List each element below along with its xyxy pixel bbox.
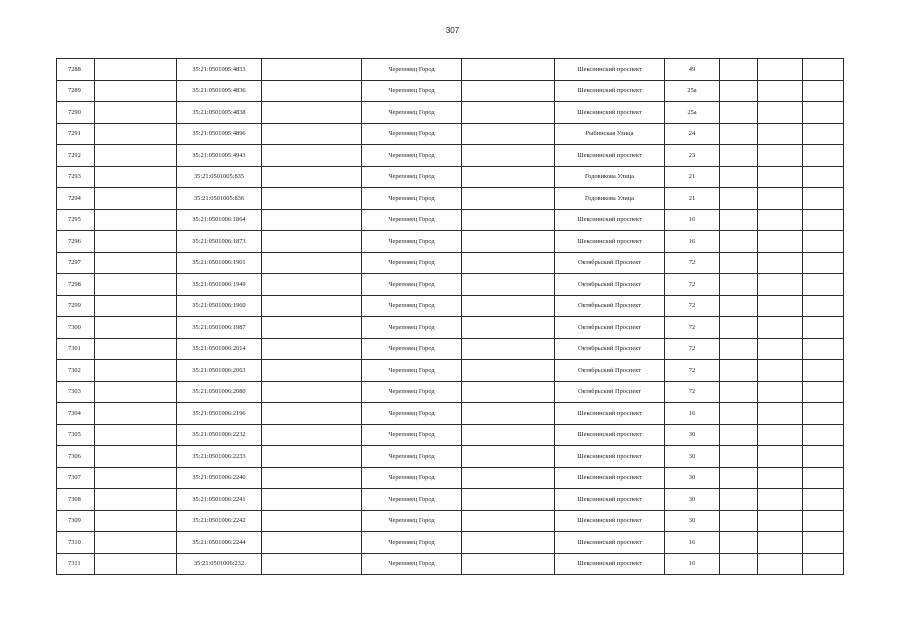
table-row [57, 467, 844, 489]
empty-cell [803, 532, 844, 554]
empty-cell [95, 80, 177, 102]
empty-cell [803, 166, 844, 188]
empty-cell [262, 532, 362, 554]
empty-cell [758, 231, 803, 253]
table-row [57, 446, 844, 468]
record-number-cell: 7293 [57, 166, 95, 188]
empty-cell [95, 188, 177, 210]
city-cell: Череповец Город [362, 532, 462, 554]
house-number-cell: 72 [665, 252, 720, 274]
empty-cell [462, 145, 555, 167]
empty-cell [720, 166, 758, 188]
empty-cell [95, 424, 177, 446]
street-cell: Шекснинский проспект [555, 59, 665, 81]
empty-cell [262, 59, 362, 81]
table-row [57, 102, 844, 124]
empty-cell [95, 489, 177, 511]
house-number-cell: 72 [665, 338, 720, 360]
record-number-cell: 7297 [57, 252, 95, 274]
city-cell: Череповец Город [362, 424, 462, 446]
cadastral-number-cell: 35:21:0501006:1873 [177, 231, 262, 253]
empty-cell [720, 424, 758, 446]
city-cell: Череповец Город [362, 102, 462, 124]
table-row [57, 188, 844, 210]
empty-cell [262, 510, 362, 532]
record-number-cell: 7290 [57, 102, 95, 124]
street-cell: Октябрьский Проспект [555, 295, 665, 317]
registry-rows [57, 59, 844, 575]
cadastral-number-cell: 35:21:0501005:4836 [177, 80, 262, 102]
street-cell: Годовикова Улица [555, 166, 665, 188]
house-number-cell: 30 [665, 467, 720, 489]
empty-cell [95, 231, 177, 253]
house-number-cell: 72 [665, 381, 720, 403]
table-row [57, 231, 844, 253]
city-cell: Череповец Город [362, 338, 462, 360]
empty-cell [95, 360, 177, 382]
street-cell: Октябрьский Проспект [555, 338, 665, 360]
street-cell: Шекснинский проспект [555, 467, 665, 489]
empty-cell [462, 446, 555, 468]
empty-cell [462, 123, 555, 145]
table-row [57, 123, 844, 145]
empty-cell [758, 209, 803, 231]
registry-table [56, 58, 844, 575]
empty-cell [803, 510, 844, 532]
empty-cell [758, 145, 803, 167]
city-cell: Череповец Город [362, 553, 462, 575]
empty-cell [720, 123, 758, 145]
empty-cell [758, 295, 803, 317]
empty-cell [462, 510, 555, 532]
street-cell: Октябрьский Проспект [555, 360, 665, 382]
empty-cell [720, 274, 758, 296]
empty-cell [720, 553, 758, 575]
street-cell: Октябрьский Проспект [555, 317, 665, 339]
empty-cell [803, 446, 844, 468]
cadastral-number-cell: 35:21:0501006:2232 [177, 424, 262, 446]
empty-cell [803, 295, 844, 317]
empty-cell [462, 467, 555, 489]
empty-cell [262, 424, 362, 446]
table-row [57, 553, 844, 575]
empty-cell [95, 102, 177, 124]
empty-cell [262, 145, 362, 167]
empty-cell [462, 59, 555, 81]
table-row [57, 295, 844, 317]
empty-cell [803, 102, 844, 124]
empty-cell [758, 252, 803, 274]
house-number-cell: 30 [665, 446, 720, 468]
empty-cell [720, 338, 758, 360]
city-cell: Череповец Город [362, 59, 462, 81]
empty-cell [803, 381, 844, 403]
empty-cell [262, 338, 362, 360]
empty-cell [95, 381, 177, 403]
street-cell: Шекснинский проспект [555, 145, 665, 167]
empty-cell [720, 403, 758, 425]
house-number-cell: 21 [665, 188, 720, 210]
cadastral-number-cell: 35:21:0501006:1960 [177, 295, 262, 317]
table-row [57, 532, 844, 554]
street-cell: Октябрьский Проспект [555, 252, 665, 274]
empty-cell [758, 102, 803, 124]
empty-cell [720, 467, 758, 489]
empty-cell [95, 209, 177, 231]
empty-cell [462, 295, 555, 317]
empty-cell [462, 166, 555, 188]
city-cell: Череповец Город [362, 360, 462, 382]
record-number-cell: 7289 [57, 80, 95, 102]
empty-cell [758, 338, 803, 360]
empty-cell [758, 532, 803, 554]
empty-cell [803, 467, 844, 489]
empty-cell [720, 532, 758, 554]
empty-cell [262, 231, 362, 253]
empty-cell [95, 553, 177, 575]
table-row [57, 317, 844, 339]
house-number-cell: 30 [665, 489, 720, 511]
empty-cell [462, 338, 555, 360]
empty-cell [720, 252, 758, 274]
city-cell: Череповец Город [362, 274, 462, 296]
table-row [57, 403, 844, 425]
cadastral-number-cell: 35:21:0501006:2241 [177, 489, 262, 511]
house-number-cell: 72 [665, 274, 720, 296]
cadastral-number-cell: 35:21:0501005:4943 [177, 145, 262, 167]
house-number-cell: 72 [665, 295, 720, 317]
house-number-cell: 30 [665, 424, 720, 446]
empty-cell [720, 80, 758, 102]
cadastral-number-cell: 35:21:0501006:1864 [177, 209, 262, 231]
empty-cell [462, 252, 555, 274]
cadastral-number-cell: 35:21:0501006:2196 [177, 403, 262, 425]
city-cell: Череповец Город [362, 209, 462, 231]
street-cell: Шекснинский проспект [555, 510, 665, 532]
table-row [57, 59, 844, 81]
empty-cell [803, 553, 844, 575]
empty-cell [758, 80, 803, 102]
record-number-cell: 7304 [57, 403, 95, 425]
cadastral-number-cell: 35:21:0501006:232 [177, 553, 262, 575]
empty-cell [720, 188, 758, 210]
empty-cell [95, 403, 177, 425]
empty-cell [462, 403, 555, 425]
empty-cell [462, 274, 555, 296]
empty-cell [462, 424, 555, 446]
city-cell: Череповец Город [362, 295, 462, 317]
cadastral-number-cell: 35:21:0501005:835 [177, 166, 262, 188]
record-number-cell: 7301 [57, 338, 95, 360]
empty-cell [262, 80, 362, 102]
empty-cell [462, 489, 555, 511]
empty-cell [462, 553, 555, 575]
record-number-cell: 7305 [57, 424, 95, 446]
empty-cell [758, 360, 803, 382]
cadastral-number-cell: 35:21:0501006:1987 [177, 317, 262, 339]
street-cell: Шекснинский проспект [555, 489, 665, 511]
empty-cell [462, 532, 555, 554]
empty-cell [803, 489, 844, 511]
cadastral-number-cell: 35:21:0501006:2233 [177, 446, 262, 468]
city-cell: Череповец Город [362, 510, 462, 532]
empty-cell [462, 317, 555, 339]
empty-cell [758, 403, 803, 425]
cadastral-number-cell: 35:21:0501005:836 [177, 188, 262, 210]
empty-cell [758, 553, 803, 575]
empty-cell [462, 360, 555, 382]
empty-cell [758, 510, 803, 532]
empty-cell [262, 317, 362, 339]
street-cell: Шекснинский проспект [555, 80, 665, 102]
cadastral-number-cell: 35:21:0501006:2242 [177, 510, 262, 532]
house-number-cell: 72 [665, 317, 720, 339]
record-number-cell: 7296 [57, 231, 95, 253]
house-number-cell: 25а [665, 80, 720, 102]
empty-cell [262, 381, 362, 403]
table-row [57, 381, 844, 403]
empty-cell [462, 231, 555, 253]
empty-cell [262, 295, 362, 317]
empty-cell [95, 295, 177, 317]
record-number-cell: 7310 [57, 532, 95, 554]
record-number-cell: 7306 [57, 446, 95, 468]
city-cell: Череповец Город [362, 188, 462, 210]
table-row [57, 489, 844, 511]
empty-cell [720, 59, 758, 81]
city-cell: Череповец Город [362, 252, 462, 274]
empty-cell [803, 188, 844, 210]
empty-cell [262, 467, 362, 489]
empty-cell [758, 274, 803, 296]
empty-cell [95, 338, 177, 360]
empty-cell [262, 166, 362, 188]
empty-cell [462, 188, 555, 210]
house-number-cell: 23 [665, 145, 720, 167]
empty-cell [758, 424, 803, 446]
empty-cell [95, 123, 177, 145]
empty-cell [803, 338, 844, 360]
cadastral-number-cell: 35:21:0501006:2240 [177, 467, 262, 489]
table-row [57, 252, 844, 274]
record-number-cell: 7300 [57, 317, 95, 339]
cadastral-number-cell: 35:21:0501005:4833 [177, 59, 262, 81]
empty-cell [262, 360, 362, 382]
house-number-cell: 72 [665, 360, 720, 382]
street-cell: Шекснинский проспект [555, 102, 665, 124]
empty-cell [262, 274, 362, 296]
empty-cell [262, 252, 362, 274]
record-number-cell: 7288 [57, 59, 95, 81]
record-number-cell: 7299 [57, 295, 95, 317]
table-row [57, 360, 844, 382]
empty-cell [262, 123, 362, 145]
empty-cell [758, 188, 803, 210]
cadastral-number-cell: 35:21:0501006:1949 [177, 274, 262, 296]
record-number-cell: 7291 [57, 123, 95, 145]
empty-cell [262, 446, 362, 468]
empty-cell [803, 360, 844, 382]
record-number-cell: 7303 [57, 381, 95, 403]
empty-cell [803, 80, 844, 102]
street-cell: Октябрьский Проспект [555, 381, 665, 403]
street-cell: Шекснинский проспект [555, 553, 665, 575]
street-cell: Шекснинский проспект [555, 209, 665, 231]
cadastral-number-cell: 35:21:0501005:4838 [177, 102, 262, 124]
empty-cell [262, 489, 362, 511]
cadastral-number-cell: 35:21:0501005:4896 [177, 123, 262, 145]
street-cell: Октябрьский Проспект [555, 274, 665, 296]
empty-cell [95, 252, 177, 274]
cadastral-number-cell: 35:21:0501006:2063 [177, 360, 262, 382]
record-number-cell: 7309 [57, 510, 95, 532]
city-cell: Череповец Город [362, 317, 462, 339]
empty-cell [720, 295, 758, 317]
empty-cell [720, 510, 758, 532]
street-cell: Шекснинский проспект [555, 424, 665, 446]
house-number-cell: 21 [665, 166, 720, 188]
city-cell: Череповец Город [362, 231, 462, 253]
empty-cell [720, 209, 758, 231]
street-cell: Шекснинский проспект [555, 403, 665, 425]
city-cell: Череповец Город [362, 381, 462, 403]
house-number-cell: 16 [665, 403, 720, 425]
empty-cell [803, 403, 844, 425]
empty-cell [720, 381, 758, 403]
record-number-cell: 7295 [57, 209, 95, 231]
empty-cell [262, 102, 362, 124]
empty-cell [758, 59, 803, 81]
city-cell: Череповец Город [362, 467, 462, 489]
empty-cell [803, 59, 844, 81]
empty-cell [803, 123, 844, 145]
city-cell: Череповец Город [362, 403, 462, 425]
empty-cell [720, 360, 758, 382]
record-number-cell: 7292 [57, 145, 95, 167]
empty-cell [803, 252, 844, 274]
empty-cell [95, 145, 177, 167]
empty-cell [803, 145, 844, 167]
house-number-cell: 49 [665, 59, 720, 81]
record-number-cell: 7307 [57, 467, 95, 489]
empty-cell [95, 59, 177, 81]
empty-cell [758, 381, 803, 403]
empty-cell [95, 274, 177, 296]
empty-cell [462, 209, 555, 231]
house-number-cell: 24 [665, 123, 720, 145]
table-row [57, 424, 844, 446]
cadastral-number-cell: 35:21:0501006:2244 [177, 532, 262, 554]
empty-cell [803, 274, 844, 296]
empty-cell [803, 424, 844, 446]
empty-cell [758, 317, 803, 339]
empty-cell [262, 403, 362, 425]
street-cell: Шекснинский проспект [555, 532, 665, 554]
empty-cell [95, 446, 177, 468]
empty-cell [262, 188, 362, 210]
city-cell: Череповец Город [362, 145, 462, 167]
table-row [57, 510, 844, 532]
empty-cell [462, 102, 555, 124]
empty-cell [720, 145, 758, 167]
cadastral-number-cell: 35:21:0501006:1901 [177, 252, 262, 274]
empty-cell [803, 317, 844, 339]
house-number-cell: 16 [665, 209, 720, 231]
empty-cell [262, 209, 362, 231]
empty-cell [95, 532, 177, 554]
record-number-cell: 7298 [57, 274, 95, 296]
street-cell: Рыбинская Улица [555, 123, 665, 145]
house-number-cell: 25а [665, 102, 720, 124]
cadastral-number-cell: 35:21:0501006:2014 [177, 338, 262, 360]
empty-cell [758, 446, 803, 468]
street-cell: Годовикова Улица [555, 188, 665, 210]
empty-cell [720, 489, 758, 511]
empty-cell [720, 317, 758, 339]
street-cell: Шекснинский проспект [555, 231, 665, 253]
house-number-cell: 16 [665, 532, 720, 554]
empty-cell [462, 80, 555, 102]
empty-cell [95, 166, 177, 188]
street-cell: Шекснинский проспект [555, 446, 665, 468]
house-number-cell: 16 [665, 231, 720, 253]
table-row [57, 145, 844, 167]
empty-cell [758, 489, 803, 511]
table-row [57, 80, 844, 102]
cadastral-number-cell: 35:21:0501006:2080 [177, 381, 262, 403]
page-number: 307 [445, 26, 460, 35]
empty-cell [262, 553, 362, 575]
empty-cell [462, 381, 555, 403]
empty-cell [758, 123, 803, 145]
empty-cell [803, 231, 844, 253]
empty-cell [758, 166, 803, 188]
table-row [57, 209, 844, 231]
empty-cell [95, 317, 177, 339]
house-number-cell: 16 [665, 553, 720, 575]
empty-cell [758, 467, 803, 489]
city-cell: Череповец Город [362, 80, 462, 102]
table-row [57, 166, 844, 188]
record-number-cell: 7308 [57, 489, 95, 511]
house-number-cell: 30 [665, 510, 720, 532]
empty-cell [95, 467, 177, 489]
table-row [57, 338, 844, 360]
record-number-cell: 7294 [57, 188, 95, 210]
record-number-cell: 7302 [57, 360, 95, 382]
empty-cell [803, 209, 844, 231]
empty-cell [720, 446, 758, 468]
table-row [57, 274, 844, 296]
record-number-cell: 7311 [57, 553, 95, 575]
city-cell: Череповец Город [362, 123, 462, 145]
empty-cell [95, 510, 177, 532]
city-cell: Череповец Город [362, 446, 462, 468]
empty-cell [720, 231, 758, 253]
city-cell: Череповец Город [362, 166, 462, 188]
city-cell: Череповец Город [362, 489, 462, 511]
empty-cell [720, 102, 758, 124]
